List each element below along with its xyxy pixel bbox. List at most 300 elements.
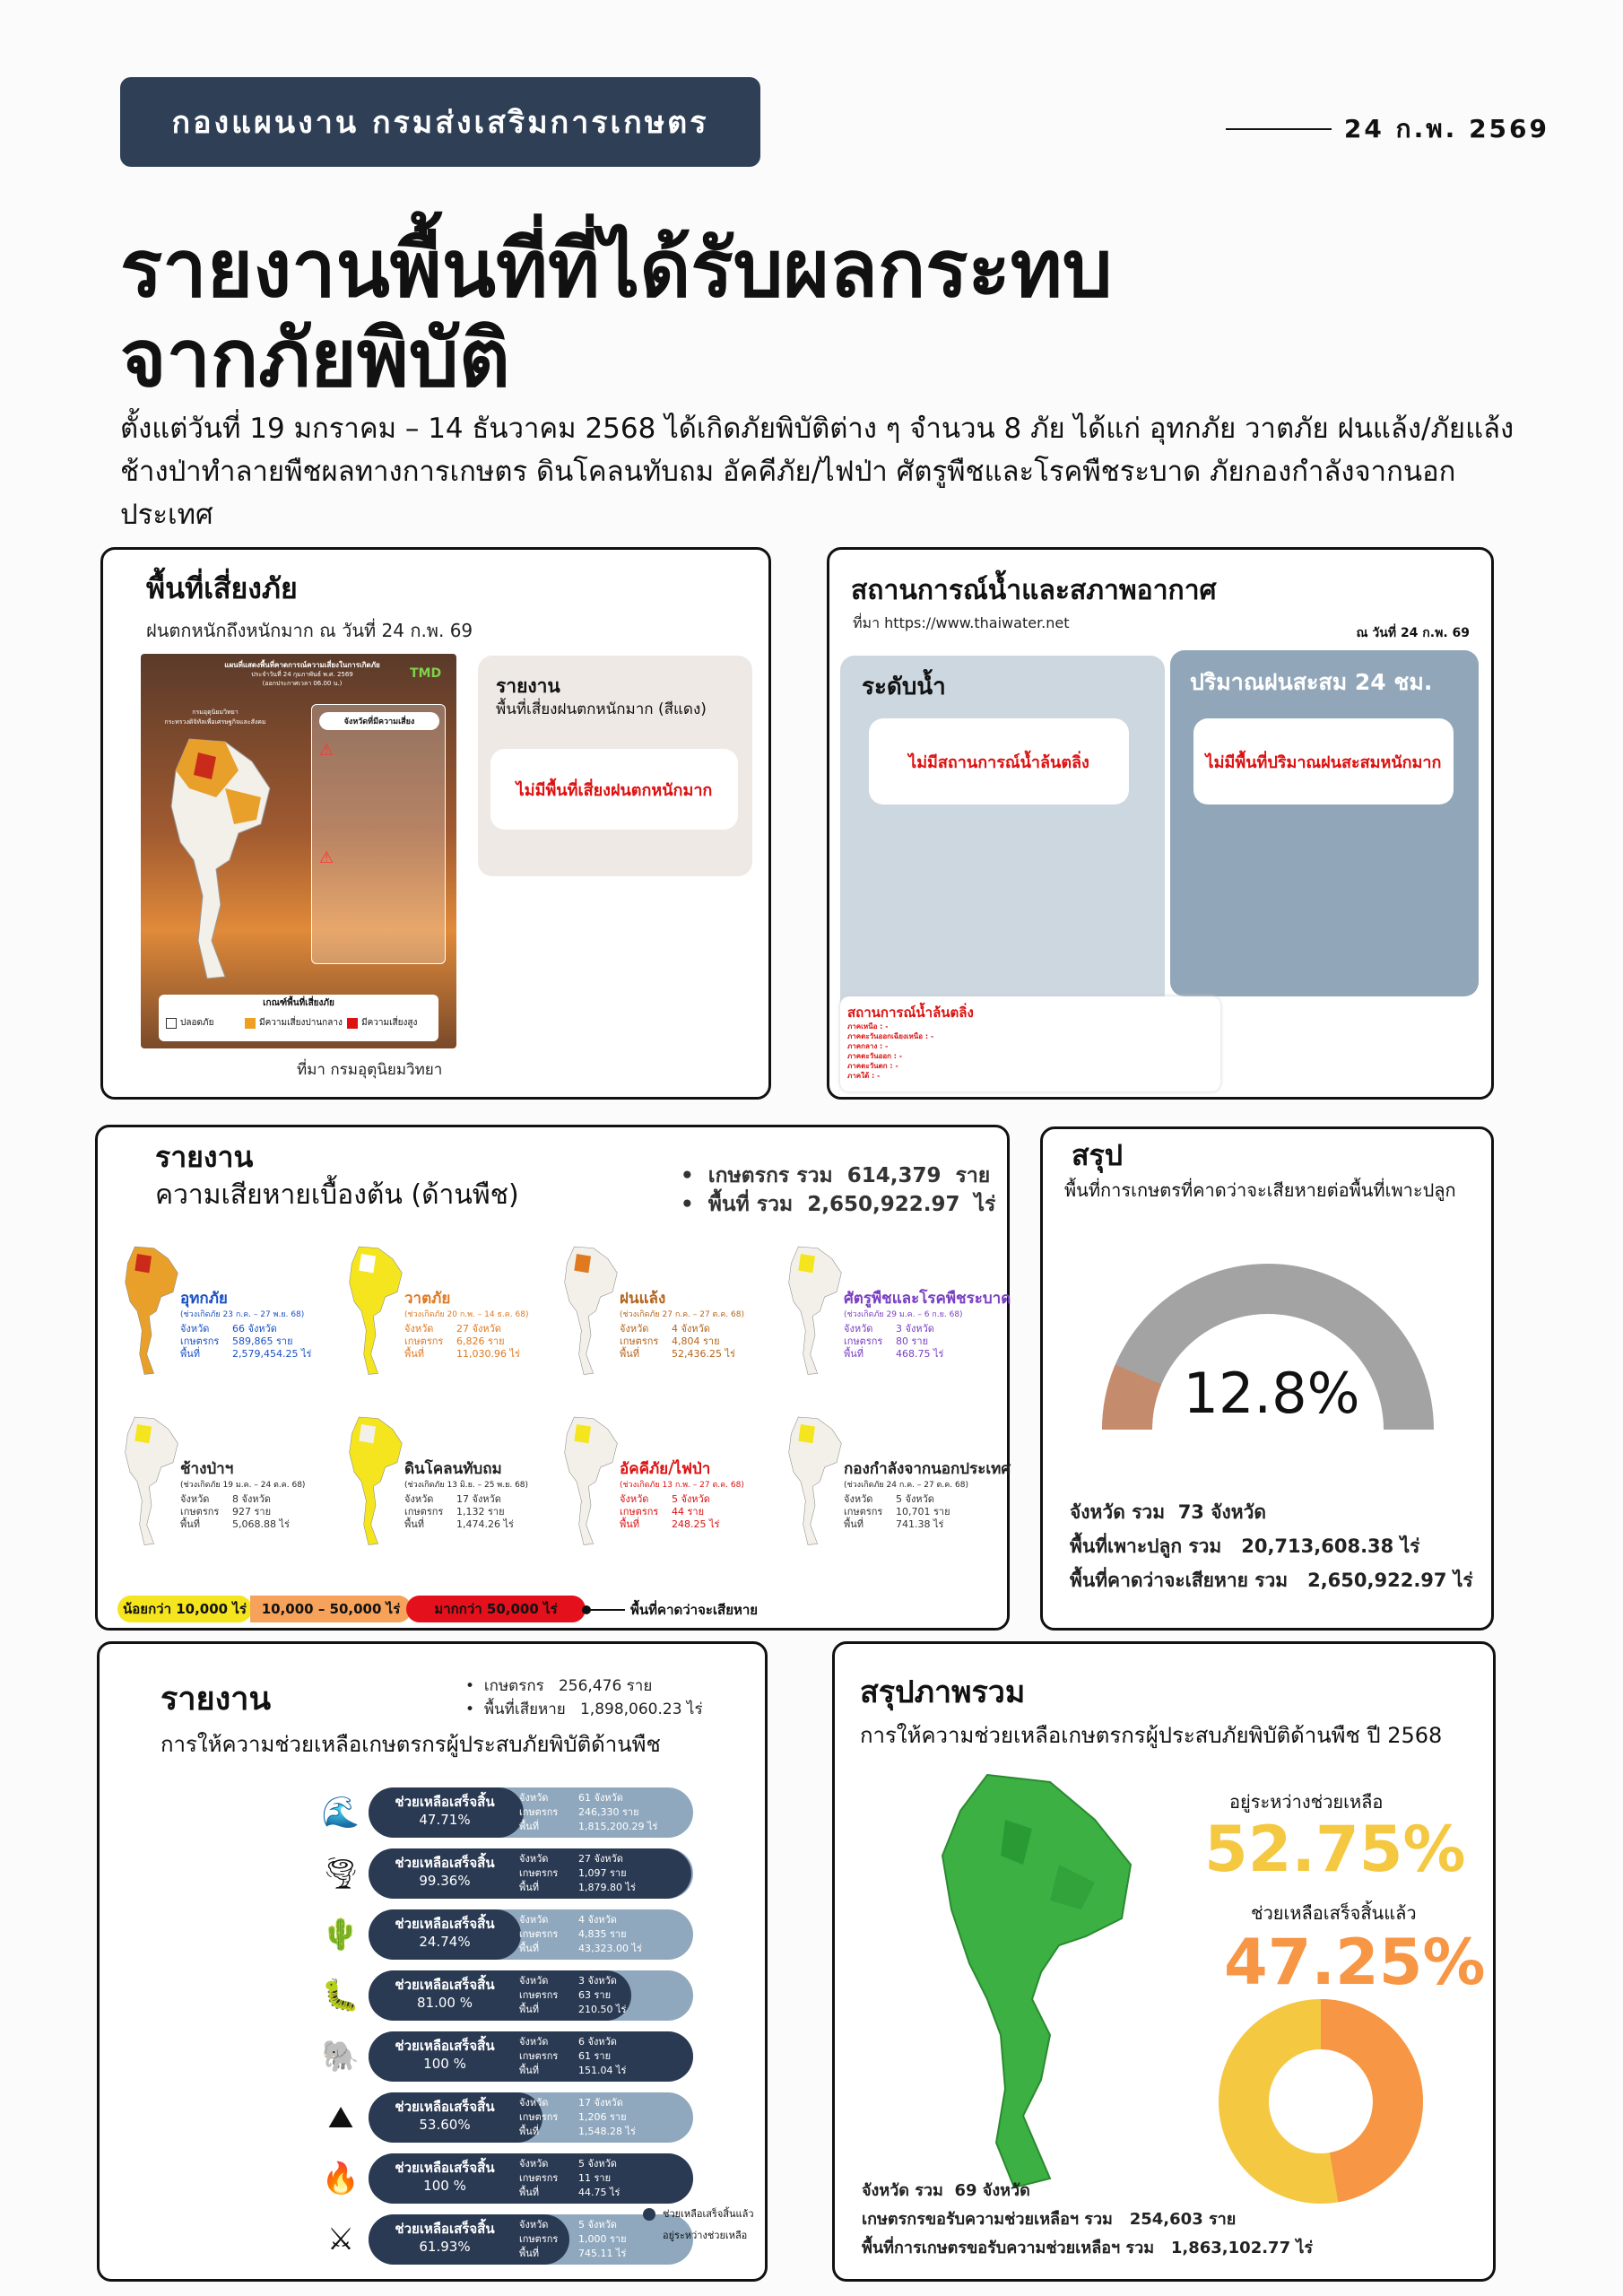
assist-pct: 47.71%	[419, 1812, 471, 1828]
summary-percent: 12.8%	[1183, 1361, 1360, 1426]
hazard-stat-label: พื้นที่	[620, 1348, 640, 1360]
summary-damage-area	[1070, 1563, 1473, 1597]
hazard-period: (ช่วงเกิดภัย 24 ก.ค. – 27 ต.ค. 68)	[844, 1481, 968, 1490]
assist-stat-value: 61 ราย	[578, 2050, 612, 2062]
map-org-1: กรมอุตุนิยมวิทยา	[192, 709, 239, 716]
assist-legend-done	[643, 2204, 754, 2225]
hazard-stat-value: 5,068.88 ไร่	[232, 1518, 290, 1530]
overflow-west: ภาคตะวันตก : -	[847, 1062, 898, 1070]
summary-prov-label: จังหวัด รวม	[1070, 1501, 1166, 1523]
hazard-period: (ช่วงเกิดภัย 27 ก.ค. – 27 ต.ค. 68)	[620, 1310, 744, 1319]
assist-row	[369, 2153, 693, 2204]
hazard-stat	[844, 1348, 1011, 1361]
assist-stat-value: 1,000 ราย	[578, 2233, 627, 2245]
assist-row-label	[369, 2037, 521, 2073]
hazard-stat-label: จังหวัด	[404, 1323, 434, 1335]
assist-legend-done-label: ช่วยเหลือเสร็จสิ้นแล้ว	[663, 2208, 754, 2220]
overall-prov-value: 69 จังหวัด	[954, 2181, 1030, 2200]
assist-stat	[519, 2049, 626, 2064]
elephant-icon: 🐘	[321, 2039, 360, 2074]
assist-stat-value: 1,548.28 ไร่	[578, 2126, 636, 2137]
overflow-list	[847, 1022, 933, 1081]
hazard-stat-label: พื้นที่	[620, 1518, 640, 1530]
hazard-map	[340, 1405, 412, 1558]
criteria-mid-label: มีความเสี่ยงปานกลาง	[259, 1018, 343, 1028]
damage-subtitle: ความเสียหายเบื้องต้น (ด้านพืช)	[155, 1179, 519, 1211]
hazard-block	[116, 1235, 331, 1396]
overflow-title: สถานการณ์น้ำล้นตลิ่ง	[847, 1004, 974, 1021]
assist-stat	[519, 1820, 657, 1834]
hazard-stat-label: จังหวัด	[404, 1493, 434, 1505]
assist-stat	[519, 1791, 657, 1805]
assist-stat	[519, 1942, 642, 1956]
assist-row-label	[369, 1854, 521, 1890]
assist-stat-label: จังหวัด	[519, 1975, 549, 1987]
assist-stat-value: 1,206 ราย	[578, 2111, 627, 2123]
hazard-name: อัคคีภัย/ไฟป่า	[620, 1460, 711, 1478]
hazard-stat	[620, 1493, 744, 1506]
hazard-label	[180, 1291, 311, 1361]
assist-farmers-label: เกษตรกร	[483, 1677, 544, 1695]
hazard-label	[180, 1461, 305, 1531]
hazard-stat-label: พื้นที่	[180, 1348, 201, 1360]
warning-icon-2: ⚠	[319, 848, 334, 867]
hazard-stat	[180, 1323, 311, 1335]
hazard-period: (ช่วงเกิดภัย 29 ม.ค. – 6 ก.ย. 68)	[844, 1310, 963, 1319]
risk-criteria-box	[159, 995, 438, 1041]
hazard-stat-label: พื้นที่	[844, 1348, 864, 1360]
summary-dmg-label: พื้นที่คาดว่าจะเสียหาย รวม	[1070, 1570, 1289, 1591]
hazard-map	[555, 1405, 627, 1558]
overflow-north: ภาคเหนือ : -	[847, 1022, 889, 1031]
risk-title: พื้นที่เสี่ยงภัย	[146, 571, 298, 605]
assist-row-label	[369, 2220, 521, 2256]
hazard-map	[555, 1235, 627, 1387]
assist-row-stats	[519, 1974, 626, 2017]
assist-stat-value: 27 จังหวัด	[578, 1853, 623, 1865]
hazard-stat-value: 80 ราย	[896, 1335, 929, 1347]
assist-done-text: ช่วยเหลือเสร็จสิ้น	[395, 1855, 495, 1871]
pest-icon: 🐛	[321, 1978, 360, 2013]
hazard-stat	[844, 1493, 1011, 1506]
overall-pending-value: 52.75%	[1204, 1813, 1466, 1886]
assist-stat	[519, 1974, 626, 1988]
hazard-stat-value: 27 จังหวัด	[456, 1323, 501, 1335]
hazard-stat-label: จังหวัด	[620, 1323, 649, 1335]
hazard-stat	[180, 1335, 311, 1348]
hazard-stat-value: 2,579,454.25 ไร่	[232, 1348, 312, 1360]
hazard-block	[555, 1235, 770, 1396]
hazard-stat-value: 4 จังหวัด	[672, 1323, 710, 1335]
map-date-text: ประจำวันที่ 24 กุมภาพันธ์ พ.ศ. 2569	[251, 671, 353, 678]
map-time-text: (ออกประกาศเวลา 06.00 น.)	[262, 680, 343, 687]
assist-stat	[519, 2218, 627, 2232]
hazard-map-shape	[789, 1417, 842, 1544]
assist-stat-label: พื้นที่	[519, 2248, 540, 2259]
assist-stat-label: พื้นที่	[519, 2187, 540, 2198]
drought-icon: 🌵	[321, 1917, 360, 1952]
hazard-stat-value: 741.38 ไร่	[896, 1518, 944, 1530]
summary-subtitle: พื้นที่การเกษตรที่คาดว่าจะเสียหายต่อพื้นที่เพาะปลูก	[1064, 1179, 1456, 1201]
hazard-map-shape	[789, 1247, 842, 1374]
assist-stat	[519, 1988, 626, 2003]
assist-legend-pending-label: อยู่ระหว่างช่วยเหลือ	[663, 2230, 748, 2241]
assist-row-stats	[519, 1852, 636, 1895]
assist-stat	[519, 2247, 627, 2261]
criteria-title: เกณฑ์พื้นที่เสี่ยงภัย	[263, 998, 334, 1008]
hazard-stat-value: 8 จังหวัด	[232, 1493, 271, 1505]
assist-pct: 81.00 %	[417, 1995, 473, 2011]
damage-total-area: • พื้นที่ รวม 2,650,922.97 ไร่	[681, 1193, 996, 1216]
title-line-1: รายงานพื้นที่ที่ได้รับผลกระทบ	[120, 222, 1113, 315]
hazard-map	[116, 1405, 187, 1558]
summary-plant-area	[1070, 1529, 1473, 1563]
hazard-stat	[404, 1493, 528, 1506]
water-source: ที่มา https://www.thaiwater.net	[853, 614, 1070, 631]
summary-plant-label: พื้นที่เพาะปลูก รวม	[1070, 1535, 1222, 1557]
hazard-stat-label: พื้นที่	[404, 1518, 425, 1530]
damage-total-farmers: • เกษตรกร รวม 614,379 ราย	[681, 1164, 991, 1187]
hazard-stat	[620, 1348, 744, 1361]
overall-prov-label: จังหวัด รวม	[862, 2181, 943, 2200]
assist-stat	[519, 2035, 626, 2049]
criteria-high	[347, 1016, 417, 1030]
assist-stat-value: 5 จังหวัด	[578, 2158, 617, 2170]
hazard-stat-label: เกษตรกร	[844, 1335, 883, 1347]
assist-pct: 99.36%	[419, 1873, 471, 1889]
hazard-label	[404, 1461, 528, 1531]
assist-row-stats	[519, 2096, 636, 2139]
hazard-stat	[180, 1493, 305, 1506]
damage-farmers-unit: ราย	[955, 1164, 991, 1187]
assist-stat	[519, 1881, 636, 1895]
overall-subtitle: การให้ความช่วยเหลือเกษตรกรผู้ประสบภัยพิบัติด้านพืช ปี 2568	[860, 1723, 1443, 1748]
hazard-period: (ช่วงเกิดภัย 23 ก.ค. – 27 พ.ย. 68)	[180, 1310, 305, 1319]
assist-row-label	[369, 2159, 521, 2195]
hazard-stat-value: 17 จังหวัด	[456, 1493, 501, 1505]
assist-card	[97, 1641, 768, 2282]
assist-stat-value: 63 ราย	[578, 1989, 612, 2001]
hazard-stat	[180, 1518, 305, 1531]
assist-row-stats	[519, 2218, 627, 2261]
hazard-stat-value: 1,474.26 ไร่	[456, 1518, 514, 1530]
map-org-text	[148, 708, 282, 727]
assist-stat	[519, 2125, 636, 2139]
hazard-label	[620, 1291, 744, 1361]
page-title	[120, 224, 1519, 404]
overall-title: สรุปภาพรวม	[860, 1674, 1026, 1710]
assist-legend	[643, 2204, 754, 2247]
assist-row	[369, 1970, 693, 2021]
military-icon: ⚔	[326, 2222, 355, 2257]
assist-stat-value: 5 จังหวัด	[578, 2219, 617, 2231]
hazard-stat-label: เกษตรกร	[180, 1506, 220, 1518]
overall-donut	[1217, 1997, 1425, 2205]
hazard-block	[116, 1405, 331, 1567]
assist-pct: 24.74%	[419, 1934, 471, 1950]
risk-province-box	[311, 704, 446, 964]
assist-pct: 100 %	[423, 2056, 466, 2072]
hazard-stat	[404, 1335, 529, 1348]
fire-icon: 🔥	[321, 2161, 360, 2196]
assist-stat-value: 3 จังหวัด	[578, 1975, 617, 1987]
assist-stat-value: 745.11 ไร่	[578, 2248, 627, 2259]
assist-stat-value: 151.04 ไร่	[578, 2065, 627, 2076]
hazard-stat-value: 927 ราย	[232, 1506, 272, 1518]
overall-area-label: พื้นที่การเกษตรขอรับความช่วยเหลือฯ รวม	[862, 2239, 1155, 2257]
assist-stat	[519, 1852, 636, 1866]
assist-subtitle: การให้ความช่วยเหลือเกษตรกรผู้ประสบภัยพิบัติด้านพืช	[161, 1732, 661, 1757]
assist-stat-label: พื้นที่	[519, 2004, 540, 2015]
hazard-stat-label: จังหวัด	[844, 1323, 873, 1335]
hazard-stat	[180, 1506, 305, 1518]
assist-title: รายงาน	[161, 1681, 272, 1718]
hazard-map-highlight	[574, 1254, 591, 1273]
risk-subtitle: ฝนตกหนักถึงหนักมาก ณ วันที่ 24 ก.พ. 69	[146, 620, 473, 641]
assist-stat-label: จังหวัด	[519, 2219, 549, 2231]
assist-row	[369, 2092, 693, 2143]
assist-done-text: ช่วยเหลือเสร็จสิ้น	[395, 2038, 495, 2054]
hazard-stat-value: 52,436.25 ไร่	[672, 1348, 735, 1360]
overall-thailand-map	[916, 1766, 1149, 2196]
hazard-name: ฝนแล้ง	[620, 1290, 666, 1308]
rain-value: ไม่มีพื้นที่ปริมาณฝนสะสมหนักมาก	[1193, 718, 1454, 804]
assist-totals	[465, 1674, 703, 1721]
title-line-2: จากภัยพิบัติ	[120, 312, 510, 404]
overall-card	[832, 1641, 1496, 2282]
hazard-stat-label: เกษตรกร	[180, 1335, 220, 1347]
rain-panel	[1170, 650, 1479, 996]
assist-total-area: • พื้นที่เสียหาย 1,898,060.23 ไร่	[465, 1700, 703, 1718]
hazard-stat	[620, 1518, 744, 1531]
assist-row-label	[369, 2098, 521, 2134]
assist-stat-label: จังหวัด	[519, 2036, 549, 2048]
assist-stat-label: เกษตรกร	[519, 1989, 559, 2001]
hazard-period: (ช่วงเกิดภัย 19 ม.ค. – 24 ต.ค. 68)	[180, 1481, 306, 1490]
hazard-stat	[404, 1348, 529, 1361]
hazard-map-highlight	[574, 1424, 591, 1443]
assist-pct: 100 %	[423, 2178, 466, 2194]
assist-row-label	[369, 1793, 521, 1829]
hazard-map	[116, 1235, 187, 1387]
hazard-block	[779, 1235, 1011, 1396]
assist-done-text: ช่วยเหลือเสร็จสิ้น	[395, 2221, 495, 2237]
assist-stat-label: จังหวัด	[519, 1792, 549, 1804]
summary-dmg-value: 2,650,922.97 ไร่	[1307, 1570, 1473, 1591]
assist-stat-value: 1,097 ราย	[578, 1867, 627, 1879]
hazard-stat	[844, 1518, 1011, 1531]
assist-stat	[519, 2186, 620, 2200]
criteria-safe-label: ปลอดภัย	[180, 1018, 214, 1028]
hazard-stat	[404, 1506, 528, 1518]
hazard-stat-value: 468.75 ไร่	[896, 1348, 944, 1360]
assist-row	[369, 2031, 693, 2082]
intro-paragraph: ตั้งแต่วันที่ 19 มกราคม – 14 ธันวาคม 2568 ได้เกิดภัยพิบัติต่าง ๆ จำนวน 8 ภัย ได้แก่ อุทกภัย วาตภัย ฝนแล้ง/ภัยแล้ง ช้างป่าทำลายพืชผลทางการเกษตร ดินโคลนทับถม อัคคีภัย/ไฟป่า ศัตรูพืชและโรคพืชระบาด ภัยกองกำลังจากนอกประเทศ	[120, 413, 1515, 531]
assist-stat	[519, 1927, 642, 1942]
hazard-stat	[404, 1323, 529, 1335]
legend-low: น้อยกว่า 10,000 ไร่	[117, 1596, 252, 1622]
risk-report-title: รายงาน	[496, 675, 560, 697]
damage-farmers-label: เกษตรกร รวม	[707, 1164, 833, 1187]
assist-stat	[519, 2064, 626, 2078]
assist-stat-value: 44.75 ไร่	[578, 2187, 621, 2198]
assist-done-text: ช่วยเหลือเสร็จสิ้น	[395, 1977, 495, 1993]
assist-stat-value: 6 จังหวัด	[578, 2036, 617, 2048]
damage-farmers-value: 614,379	[846, 1164, 942, 1187]
summary-card	[1040, 1126, 1494, 1631]
overall-area	[862, 2234, 1313, 2263]
assist-stat	[519, 2003, 626, 2017]
flood-icon: 🌊	[321, 1795, 360, 1831]
assist-stat-label: เกษตรกร	[519, 1928, 559, 1940]
criteria-high-label: มีความเสี่ยงสูง	[361, 1018, 418, 1028]
warning-icon-1: ⚠	[319, 741, 334, 760]
hazard-stat-value: 10,701 ราย	[896, 1506, 950, 1518]
overflow-central: ภาคกลาง : -	[847, 1042, 889, 1050]
water-asof: ณ วันที่ 24 ก.พ. 69	[1356, 626, 1470, 640]
overall-farmers	[862, 2205, 1313, 2234]
tmd-logo: TMD	[410, 666, 442, 681]
damage-area-value: 2,650,922.97	[807, 1193, 960, 1216]
assist-row	[369, 1848, 693, 1899]
hazard-map-highlight	[359, 1254, 376, 1273]
hazard-map-highlight	[798, 1254, 815, 1273]
hazard-name: ช้างป่าฯ	[180, 1460, 234, 1478]
water-card	[827, 547, 1494, 1100]
hazard-stat-value: 5 จังหวัด	[896, 1493, 934, 1505]
risk-source: ที่มา กรมอุตุนิยมวิทยา	[297, 1061, 443, 1079]
assist-stat-label: จังหวัด	[519, 2097, 549, 2109]
hazard-block	[340, 1235, 555, 1396]
assist-stat-value: 1,815,200.29 ไร่	[578, 1821, 658, 1832]
hazard-map	[779, 1405, 851, 1558]
assist-stat-label: จังหวัด	[519, 1914, 549, 1926]
risk-card	[100, 547, 771, 1100]
assist-stat-label: จังหวัด	[519, 2158, 549, 2170]
assist-stat-label: เกษตรกร	[519, 2233, 559, 2245]
risk-report-panel	[478, 656, 752, 876]
hazard-stat-value: 66 จังหวัด	[232, 1323, 277, 1335]
assist-stat-label: พื้นที่	[519, 1821, 540, 1832]
assist-row-stats	[519, 2035, 626, 2078]
legend-pointer-dot	[582, 1605, 591, 1614]
overflow-east: ภาคตะวันออก : -	[847, 1052, 903, 1060]
hazard-stat-label: เกษตรกร	[404, 1335, 444, 1347]
assist-stat-label: เกษตรกร	[519, 2111, 559, 2123]
overall-provinces	[862, 2177, 1313, 2205]
hazard-stat-label: จังหวัด	[620, 1493, 649, 1505]
hazard-stat-value: 11,030.96 ไร่	[456, 1348, 520, 1360]
hazard-period: (ช่วงเกิดภัย 13 มิ.ย. – 25 พ.ย. 68)	[404, 1481, 529, 1490]
assist-row-stats	[519, 2157, 620, 2200]
hazard-stat	[620, 1506, 744, 1518]
assist-stat-label: เกษตรกร	[519, 2172, 559, 2184]
assist-stat	[519, 2157, 620, 2171]
assist-stat-label: พื้นที่	[519, 1882, 540, 1893]
hazard-stat-value: 5 จังหวัด	[672, 1493, 710, 1505]
risk-report-sub: พื้นที่เสี่ยงฝนตกหนักมาก (สีแดง)	[496, 700, 707, 718]
assist-stat	[519, 2096, 636, 2110]
assist-pct: 53.60%	[419, 2117, 471, 2133]
hazard-map	[340, 1235, 412, 1387]
assist-stat-value: 246,330 ราย	[578, 1806, 639, 1818]
hazard-stat-label: จังหวัด	[180, 1493, 210, 1505]
hazard-name: กองกำลังจากนอกประเทศ	[844, 1460, 1011, 1478]
hazard-stat	[180, 1348, 311, 1361]
hazard-map	[779, 1235, 851, 1387]
summary-stats	[1070, 1495, 1473, 1597]
gauge-fill	[1127, 1375, 1139, 1430]
overall-done-label: ช่วยเหลือเสร็จสิ้นแล้ว	[1251, 1902, 1417, 1924]
hazard-stat-label: พื้นที่	[180, 1518, 201, 1530]
hazard-stat-label: จังหวัด	[844, 1493, 873, 1505]
assist-area-value: 1,898,060.23 ไร่	[579, 1700, 703, 1718]
hazard-period: (ช่วงเกิดภัย 20 ก.พ. – 14 ธ.ค. 68)	[404, 1310, 529, 1319]
assist-stat-label: พื้นที่	[519, 1943, 540, 1954]
assist-farmers-value: 256,476 ราย	[558, 1677, 653, 1695]
assist-stat-value: 61 จังหวัด	[578, 1792, 623, 1804]
legend-note: พื้นที่คาดว่าจะเสียหาย	[630, 1602, 759, 1618]
overall-farm-label: เกษตรกรขอรับความช่วยเหลือฯ รวม	[862, 2210, 1113, 2229]
hazard-stat-label: เกษตรกร	[404, 1506, 444, 1518]
assist-row	[369, 1787, 693, 1838]
assist-stat-value: 4,835 ราย	[578, 1928, 627, 1940]
hazard-stat-label: พื้นที่	[844, 1518, 864, 1530]
water-title: สถานการณ์น้ำและสภาพอากาศ	[851, 575, 1217, 606]
hazard-stat	[620, 1335, 744, 1348]
hazard-stat-label: พื้นที่	[404, 1348, 425, 1360]
risk-map-image	[141, 654, 456, 1048]
overall-stats	[862, 2177, 1313, 2263]
date-rule	[1226, 128, 1332, 130]
hazard-map-shape	[350, 1417, 403, 1544]
risk-report-value: ไม่มีพื้นที่เสี่ยงฝนตกหนักมาก	[490, 749, 738, 830]
assist-done-text: ช่วยเหลือเสร็จสิ้น	[395, 2099, 495, 2115]
hazard-map-highlight	[798, 1424, 815, 1443]
assist-stat	[519, 2171, 620, 2186]
assist-stat	[519, 1913, 642, 1927]
assist-stat-label: เกษตรกร	[519, 1867, 559, 1879]
hazard-label	[404, 1291, 529, 1361]
hazard-map-shape	[565, 1417, 618, 1544]
assist-pct: 61.93%	[419, 2239, 471, 2255]
hazard-label	[844, 1461, 1011, 1531]
hazard-map-shape	[126, 1247, 178, 1374]
assist-row-stats	[519, 1791, 657, 1834]
assist-stat-value: 43,323.00 ไร่	[578, 1943, 642, 1954]
legend-mid: 10,000 – 50,000 ไร่	[250, 1596, 412, 1622]
hazard-stat	[844, 1335, 1011, 1348]
assist-stat-label: เกษตรกร	[519, 2050, 559, 2062]
risk-province-box-title: จังหวัดที่มีความเสี่ยง	[319, 712, 439, 730]
thailand-risk-map	[153, 735, 288, 986]
summary-prov-value: 73 จังหวัด	[1177, 1501, 1267, 1523]
hazard-stat	[844, 1323, 1011, 1335]
hazard-stat	[844, 1506, 1011, 1518]
hazard-map-shape	[350, 1247, 403, 1374]
hazard-stat-label: เกษตรกร	[620, 1506, 659, 1518]
overall-pending-label: อยู่ระหว่างช่วยเหลือ	[1229, 1791, 1384, 1813]
assist-stat	[519, 2110, 636, 2125]
summary-provinces	[1070, 1495, 1473, 1529]
org-banner: กองแผนงาน กรมส่งเสริมการเกษตร	[120, 77, 760, 167]
hazard-stat-label: จังหวัด	[180, 1323, 210, 1335]
overflow-northeast: ภาคตะวันออกเฉียงเหนือ : -	[847, 1032, 934, 1040]
damage-title: รายงาน	[155, 1140, 254, 1174]
assist-stat-label: เกษตรกร	[519, 1806, 559, 1818]
damage-area-label: พื้นที่ รวม	[707, 1193, 794, 1216]
hazard-label	[844, 1291, 1011, 1361]
